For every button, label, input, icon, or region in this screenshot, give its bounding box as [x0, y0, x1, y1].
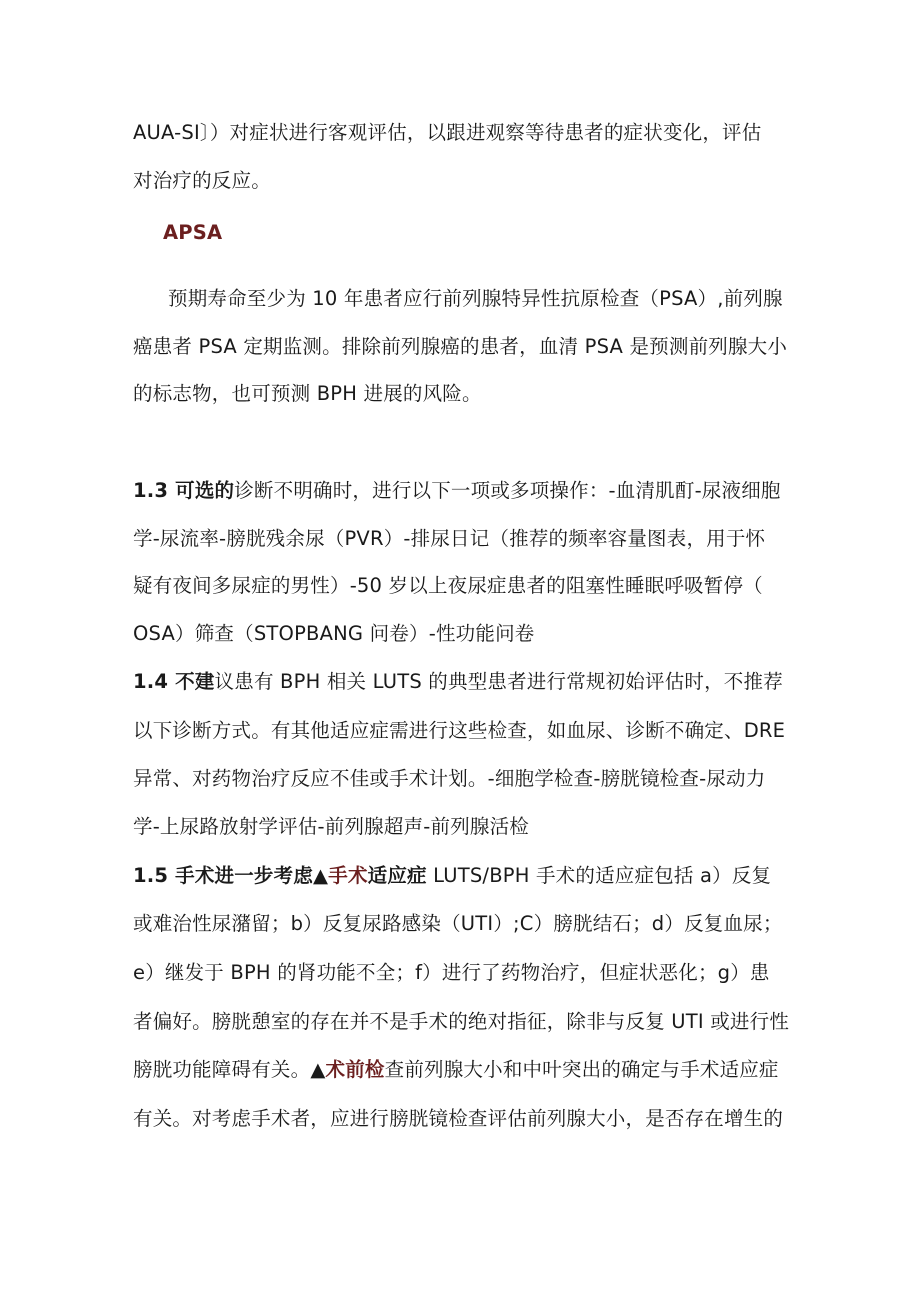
text-segment: 癌患者 PSA 定期监测。排除前列腺癌的患者，血清 PSA 是预测前列腺大小	[133, 335, 788, 358]
bold-text: 适应症	[367, 864, 427, 887]
text-segment: 学-上尿路放射学评估-前列腺超声-前列腺活检	[133, 815, 530, 838]
text-segment: e）继发于 BPH 的肾功能不全；f）进行了药物治疗，但症状恶化；g）患	[133, 961, 770, 984]
text-segment: 查前列腺大小和中叶突出的确定与手术适应症	[384, 1058, 779, 1081]
text-line	[133, 1104, 793, 1134]
text-line	[133, 332, 793, 362]
text-line	[133, 619, 793, 649]
text-line	[133, 524, 793, 554]
text-segment: 学-尿流率-膀胱残余尿（PVR）-排尿日记（推荐的频率容量图表，用于怀	[133, 527, 766, 550]
text-line	[168, 284, 828, 314]
text-segment: 疑有夜间多尿症的男性）-50 岁以上夜尿症患者的阻塞性睡眠呼吸暂停（	[133, 574, 763, 597]
text-segment: 诊断不明确时，进行以下一项或多项操作：-血清肌酊-尿液细胞	[234, 479, 781, 502]
bold-text: ▲	[313, 864, 329, 887]
text-line	[133, 958, 793, 988]
bold-text: 1.5 手术进一步考虑	[133, 864, 314, 887]
text-segment: 议患有 BPH 相关 LUTS 的典型患者进行常规初始评估时，不推荐	[214, 670, 783, 693]
text-line	[133, 812, 793, 842]
bold-text: ▲	[310, 1058, 326, 1081]
text-segment: LUTS/BPH 手术的适应症包括 a）反复	[426, 864, 772, 887]
text-line	[133, 1007, 793, 1037]
bold-text: 1.4 不建	[133, 670, 215, 693]
text-segment: 膀胱功能障碍有关。	[133, 1058, 311, 1081]
text-segment: 有关。对考虑手术者，应进行膀胱镜检查评估前列腺大小，是否存在增生的	[133, 1107, 784, 1130]
highlight-text: 手术	[328, 864, 368, 887]
bold-text: 1.3 可选的	[133, 479, 235, 502]
text-segment: 或难治性尿潴留；b）反复尿路感染（UTI）;C）膀胱结石；d）反复血尿；	[133, 912, 783, 935]
text-line	[133, 716, 793, 746]
text-line	[133, 1055, 793, 1085]
highlight-text: APSA	[163, 221, 223, 244]
text-segment: OSA）筛查（STOPBANG 问卷）-性功能问卷	[133, 622, 535, 645]
text-segment: 预期寿命至少为 10 年患者应行前列腺特异性抗原检查（PSA）,前列腺	[168, 287, 783, 310]
text-segment: 者偏好。膀胱憩室的存在并不是手术的绝对指征，除非与反复 UTI 或进行性	[133, 1010, 790, 1033]
text-segment: 异常、对药物治疗反应不佳或手术计划。-细胞学检查-膀胱镜检查-尿动力	[133, 767, 766, 790]
section-1-3-line	[133, 476, 793, 506]
section-1-5-line	[133, 861, 793, 891]
text-line	[133, 118, 793, 148]
text-segment: AUA-SI〕）对症状进行客观评估，以跟进观察等待患者的症状变化，评估	[133, 121, 762, 144]
text-segment: 的标志物，也可预测 BPH 进展的风险。	[133, 382, 482, 405]
section-1-4-line	[133, 667, 793, 697]
text-line	[133, 379, 793, 409]
text-segment: 对治疗的反应。	[133, 169, 271, 192]
text-line	[133, 571, 793, 601]
text-line	[133, 166, 793, 196]
text-line	[133, 764, 793, 794]
text-line	[133, 909, 793, 939]
section-heading-apsa	[163, 218, 823, 248]
highlight-text: 术前检	[325, 1058, 385, 1081]
text-segment: 以下诊断方式。有其他适应症需进行这些检查，如血尿、诊断不确定、DRE	[133, 719, 786, 742]
